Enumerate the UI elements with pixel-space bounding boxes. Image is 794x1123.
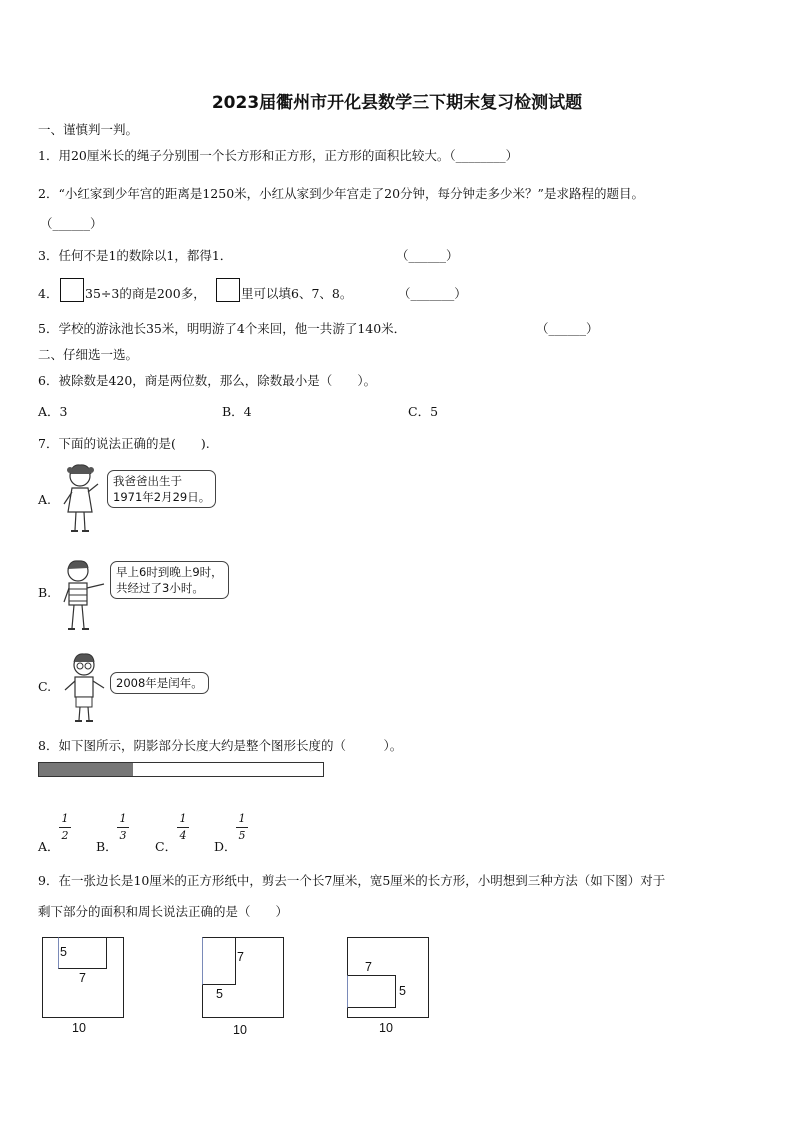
fraction-a-denominator: 2 bbox=[61, 829, 69, 842]
question-5-answer-blank[interactable]: （______） bbox=[536, 321, 599, 336]
question-8-option-b-label[interactable]: B． bbox=[96, 839, 118, 854]
question-1: 1．用20厘米长的绳子分别围一个长方形和正方形，正方形的面积比较大。（________） bbox=[38, 148, 519, 163]
boy-illustration-icon bbox=[62, 558, 108, 634]
question-8-bar-shaded bbox=[39, 763, 133, 776]
section-heading-1: 一、谨慎判一判。 bbox=[38, 122, 139, 137]
question-4-box-2[interactable] bbox=[216, 278, 240, 302]
figure-2-cut-rectangle bbox=[202, 937, 236, 985]
figure-3-side-label: 10 bbox=[379, 1021, 393, 1035]
bubble-a-line-2: 1971年2月29日。 bbox=[113, 490, 211, 504]
bubble-c-line-1: 2008年是闰年。 bbox=[116, 676, 203, 690]
question-6-option-b[interactable]: B．4 bbox=[222, 404, 252, 419]
question-6-option-c[interactable]: C．5 bbox=[408, 404, 439, 419]
question-9-figure-3-square bbox=[347, 937, 429, 1018]
question-7-option-c-bubble bbox=[110, 672, 209, 694]
question-2-line-1: 2．“小红家到少年宫的距离是1250米，小红从家到少年宫走了20分钟，每分钟走多少米？”是求路程的题目。 bbox=[38, 186, 644, 201]
question-8-option-d-fraction bbox=[236, 813, 248, 842]
question-9-line-1: 9．在一张边长是10厘米的正方形纸中，剪去一个长7厘米，宽5厘米的长方形，小明想到三种方法（如下图）对于 bbox=[38, 873, 666, 888]
question-8-option-a-fraction bbox=[59, 813, 71, 842]
question-8-option-c-label[interactable]: C． bbox=[155, 839, 178, 854]
figure-3-cut-rectangle bbox=[347, 975, 396, 1008]
figure-2-label-length: 7 bbox=[237, 950, 244, 964]
fraction-b-numerator: 1 bbox=[119, 812, 127, 825]
boy-with-glasses-illustration-icon bbox=[62, 652, 108, 726]
figure-1-side-label: 10 bbox=[72, 1021, 86, 1035]
question-8-option-d-label[interactable]: D． bbox=[214, 839, 237, 854]
question-8-option-a-label[interactable]: A． bbox=[38, 839, 60, 854]
question-7-option-b-bubble bbox=[110, 561, 229, 599]
question-3: 3．任何不是1的数除以1，都得1． bbox=[38, 248, 233, 263]
girl-illustration-icon bbox=[62, 462, 102, 536]
fraction-c-denominator: 4 bbox=[179, 829, 187, 842]
question-9-figure-2-square bbox=[202, 937, 284, 1018]
section-heading-2: 二、仔细选一选。 bbox=[38, 347, 139, 362]
question-9-figure-1-square bbox=[42, 937, 124, 1018]
figure-2-side-label: 10 bbox=[233, 1023, 247, 1037]
fraction-b-denominator: 3 bbox=[119, 829, 127, 842]
figure-2-label-width: 5 bbox=[216, 987, 223, 1001]
figure-3-label-width: 5 bbox=[399, 984, 406, 998]
question-5: 5．学校的游泳池长35米，明明游了4个来回，他一共游了140米． bbox=[38, 321, 407, 336]
question-7-option-a-label[interactable]: A. bbox=[38, 492, 52, 507]
question-6-option-a[interactable]: A．3 bbox=[38, 404, 68, 419]
question-8-bar bbox=[38, 762, 324, 777]
question-8-option-c-fraction bbox=[177, 813, 189, 842]
question-9-line-2: 剩下部分的面积和周长说法正确的是（ ） bbox=[38, 904, 289, 919]
fraction-d-numerator: 1 bbox=[238, 812, 246, 825]
question-6: 6．被除数是420，商是两位数，那么，除数最小是（ ）。 bbox=[38, 373, 377, 388]
figure-1-label-width: 5 bbox=[60, 945, 67, 959]
question-4-text-1: 35÷3的商是200多， bbox=[85, 286, 206, 301]
question-4-text-2: 里可以填6、7、8。 bbox=[241, 286, 353, 301]
figure-3-label-length: 7 bbox=[365, 960, 372, 974]
question-2-answer-blank[interactable]: （______） bbox=[40, 216, 103, 231]
bubble-a-line-1: 我爸爸出生于 bbox=[113, 474, 182, 488]
bubble-b-line-2: 共经过了3小时。 bbox=[116, 581, 204, 595]
fraction-a-numerator: 1 bbox=[61, 812, 69, 825]
question-8: 8．如下图所示，阴影部分长度大约是整个图形长度的（ ）。 bbox=[38, 738, 403, 753]
figure-1-label-length: 7 bbox=[79, 971, 86, 985]
question-7-option-b-label[interactable]: B. bbox=[38, 585, 52, 600]
question-3-answer-blank[interactable]: （______） bbox=[396, 248, 459, 263]
question-4-number: 4． bbox=[38, 286, 59, 301]
page-title: 2023届衢州市开化县数学三下期末复习检测试题 bbox=[211, 93, 583, 113]
question-7-option-c-label[interactable]: C. bbox=[38, 679, 52, 694]
question-7: 7．下面的说法正确的是( ). bbox=[38, 436, 210, 451]
fraction-d-denominator: 5 bbox=[238, 829, 246, 842]
fraction-c-numerator: 1 bbox=[179, 812, 187, 825]
bubble-b-line-1: 早上6时到晚上9时， bbox=[116, 565, 223, 579]
question-8-option-b-fraction bbox=[117, 813, 129, 842]
question-4-box-1[interactable] bbox=[60, 278, 84, 302]
question-7-option-a-bubble bbox=[107, 470, 216, 508]
question-4-answer-blank[interactable]: （_______） bbox=[398, 286, 467, 301]
